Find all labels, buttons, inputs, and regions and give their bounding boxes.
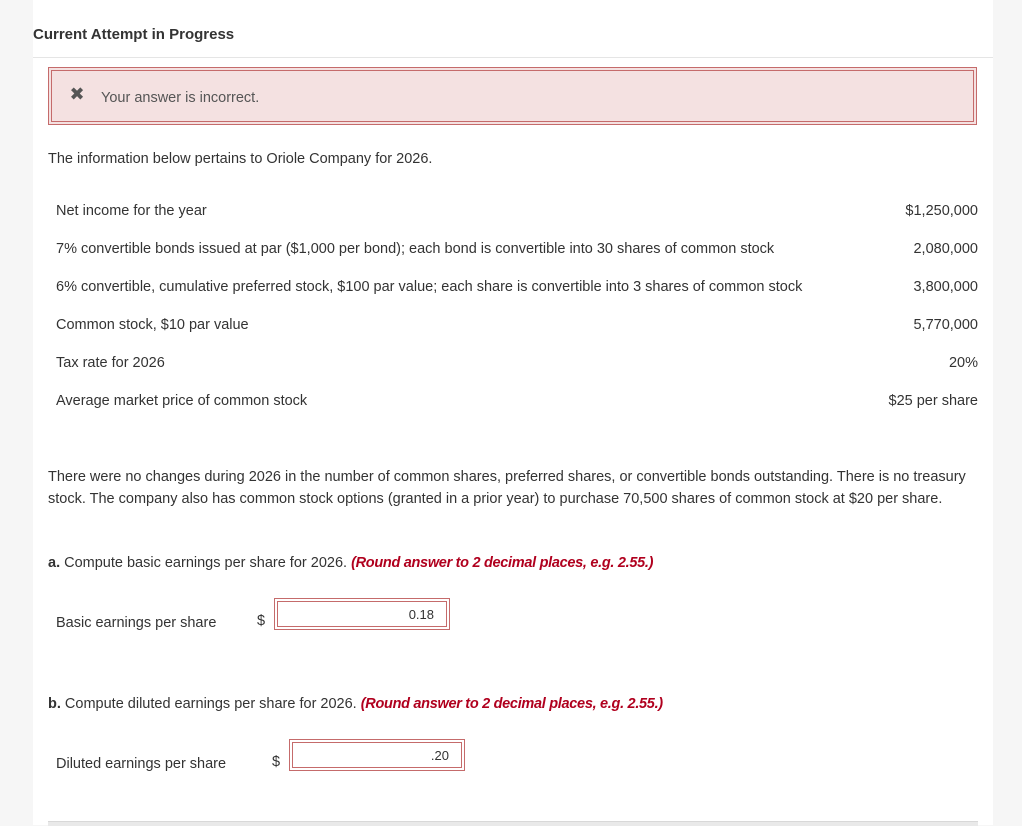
x-icon: ✖ [69, 84, 85, 104]
part-a-rounding-note: (Round answer to 2 decimal places, e.g. 2.55.) [351, 555, 654, 571]
problem-paragraph: There were no changes during 2026 in the number of common shares, preferred shares, or convertible bonds outstanding. There is no treasury stock. The company also has common stock options (granted in a prior year) to purchase 70,500 shares of common stock at $20 per share. [48, 469, 966, 507]
header-divider [33, 57, 993, 58]
info-row-value: 20% [948, 355, 978, 371]
info-row-value: 3,800,000 [913, 279, 978, 295]
info-row [56, 310, 978, 348]
info-row [56, 386, 978, 424]
diluted-eps-label: Diluted earnings per share [56, 756, 227, 772]
info-row-label: Net income for the year [56, 203, 207, 219]
diluted-eps-answer-box [289, 739, 465, 771]
feedback-banner [48, 67, 977, 125]
info-row-label: Common stock, $10 par value [56, 317, 249, 333]
info-row-label: 7% convertible bonds issued at par ($1,000 per bond); each bond is convertible into 30 shares of common stock [56, 241, 775, 257]
feedback-message: Your answer is incorrect. [101, 90, 260, 106]
part-a-letter: a. [48, 555, 61, 571]
part-b-rounding-note: (Round answer to 2 decimal places, e.g. 2.55.) [360, 696, 663, 712]
bottom-divider [48, 821, 978, 826]
info-row [56, 234, 978, 272]
info-row [56, 196, 978, 234]
feedback-banner-inner [51, 70, 974, 122]
part-a-question [48, 555, 653, 571]
info-row-label: 6% convertible, cumulative preferred stock, $100 par value; each share is convertible into 3 shares of common stock [56, 279, 803, 295]
basic-eps-answer-box [274, 598, 450, 630]
info-row [56, 348, 978, 386]
attempt-status-title: Current Attempt in Progress [33, 26, 235, 43]
part-b-question [48, 696, 663, 712]
info-row-value: 2,080,000 [913, 241, 978, 257]
info-row-label: Average market price of common stock [56, 393, 308, 409]
currency-symbol: $ [272, 754, 281, 770]
part-a-question-text: Compute basic earnings per share for 2026. [64, 555, 348, 571]
currency-symbol: $ [257, 613, 266, 629]
basic-eps-input[interactable] [277, 601, 447, 627]
basic-eps-label: Basic earnings per share [56, 615, 217, 631]
info-row-value: $25 per share [888, 393, 978, 409]
question-panel [33, 0, 993, 825]
info-row-label: Tax rate for 2026 [56, 355, 165, 371]
part-b-question-text: Compute diluted earnings per share for 2026. [64, 696, 357, 712]
part-b-letter: b. [48, 696, 61, 712]
intro-text: The information below pertains to Oriole Company for 2026. [48, 151, 433, 167]
diluted-eps-input[interactable] [292, 742, 462, 768]
info-row [56, 272, 978, 310]
info-row-value: 5,770,000 [913, 317, 978, 333]
info-table [56, 196, 978, 424]
info-row-value: $1,250,000 [905, 203, 978, 219]
